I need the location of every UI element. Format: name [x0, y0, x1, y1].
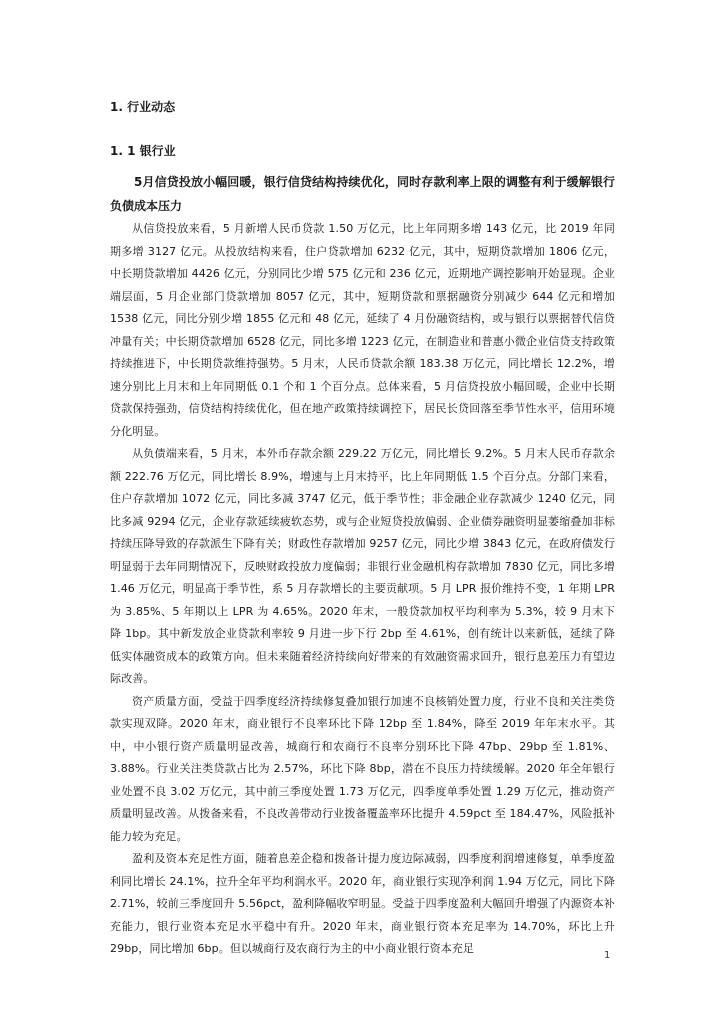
lead-summary: 5月信贷投放小幅回暖，银行信贷结构持续优化，同时存款利率上限的调整有利于缓解银行负债成本压力 — [110, 175, 615, 213]
paragraph-profit-capital: 盈利及资本充足性方面，随着息差企稳和拨备计提力度边际减弱，四季度利润增速修复，单季度盈利同比增长 24.1%，拉升全年平均利润水平。2020 年，商业银行实现净利润 1.94 万亿元，同比下降 2.71%，较前三季度回升 5.56pct，盈利降幅收窄明显。受益于四季度盈利大幅回升增强了内源资本补充能力，银行业资本充足水平稳中有升。2020 年末，商业银行资本充足率为 14.70%，环比上升 29bp，同比增加 6bp。但以城商行及农商行为主的中小商业银行资本充足 — [110, 852, 615, 955]
document-body — [110, 98, 615, 961]
paragraph-credit-supply: 从信贷投放来看，5 月新增人民币贷款 1.50 万亿元，比上年同期多增 143 亿元，比 2019 年同期多增 3127 亿元。从投放结构来看，住户贷款增加 6232 亿元，其中，短期贷款增加 1806 亿元，中长期贷款增加 4426 亿元，分别同比少增 575 亿元和 236 亿元，近期地产调控影响开始显现。企业端层面，5 月企业部门贷款增加 8057 亿元，其中，短期贷款和票据融资分别减少 644 亿元和增加 1538 亿元，同比分别少增 1855 亿元和 48 亿元，延续了 4 月份融资结构，或与银行以票据替代信贷冲量有关；中长期贷款增加 6528 亿元，同比多增 1223 亿元，在制造业和普惠小微企业信贷支持政策持续推进下，中长期贷款维持强势。5 月末，人民币贷款余额 183.38 万亿元，同比增长 12.2%，增速分别比上月末和上年同期低 0.1 个和 1 个百分点。总体来看，5 月信贷投放小幅回暖，企业中长期贷款保持强劲，信贷结构持续优化，但在地产政策持续调控下，居民长贷回落至季节性水平，信用环境分化明显。 — [110, 222, 615, 438]
paragraph-liabilities: 从负债端来看，5 月末，本外币存款余额 229.22 万亿元，同比增长 9.2%。5 月末人民币存款余额 222.76 万亿元，同比增长 8.9%，增速与上月末持平，比上年同期低 1.5 个百分点。分部门来看，住户存款增加 1072 亿元，同比多减 3747 亿元，低于季节性；非金融企业存款减少 1240 亿元，同比多减 9294 亿元，企业存款延续疲软态势，或与企业短贷投放偏弱、企业债券融资明显萎缩叠加非标持续压降导致的存款派生下降有关；财政性存款增加 9257 亿元，同比少增 3843 亿元，在政府债发行明显弱于去年同期情况下，反映财政投放力度偏弱；非银行业金融机构存款增加 7830 亿元，同比多增 1.46 万亿元，明显高于季节性，系 5 月存款增长的主要贡献项。5 月 LPR 报价维持不变，1 年期 LPR 为 3.85%、5 年期以上 LPR 为 4.65%。2020 年末，一般贷款加权平均利率为 5.3%，较 9 月末下降 1bp。其中新发放企业贷款利率较 9 月进一步下行 2bp 至 4.61%，创有统计以来新低，延续了降低实体融资成本的政策方向。但未来随着经济持续向好带来的有效融资需求回升，银行息差压力有望边际改善。 — [110, 447, 615, 685]
paragraph-asset-quality: 资产质量方面，受益于四季度经济持续修复叠加银行加速不良核销处置力度，行业不良和关注类贷款实现双降。2020 年末，商业银行不良率环比下降 12bp 至 1.84%，降至 2019 年年末水平。其中，中小银行资产质量明显改善，城商行和农商行不良率分别环比下降 47bp、29bp 至 1.81%、3.88%。行业关注类贷款占比为 2.57%，环比下降 8bp，潜在不良压力持续缓解。2020 年全年银行业处置不良 3.02 万亿元，其中前三季度处置 1.73 万亿元，四季度单季处置 1.29 万亿元，推动资产质量明显改善。从拨备来看，不良改善带动行业拨备覆盖率环比提升 4.59pct 至 184.47%，风险抵补能力较为充足。 — [110, 694, 615, 843]
page-number: 1 — [604, 950, 611, 961]
subsection-heading: 1. 1 银行业 — [110, 144, 176, 158]
section-heading: 1. 行业动态 — [110, 100, 176, 114]
